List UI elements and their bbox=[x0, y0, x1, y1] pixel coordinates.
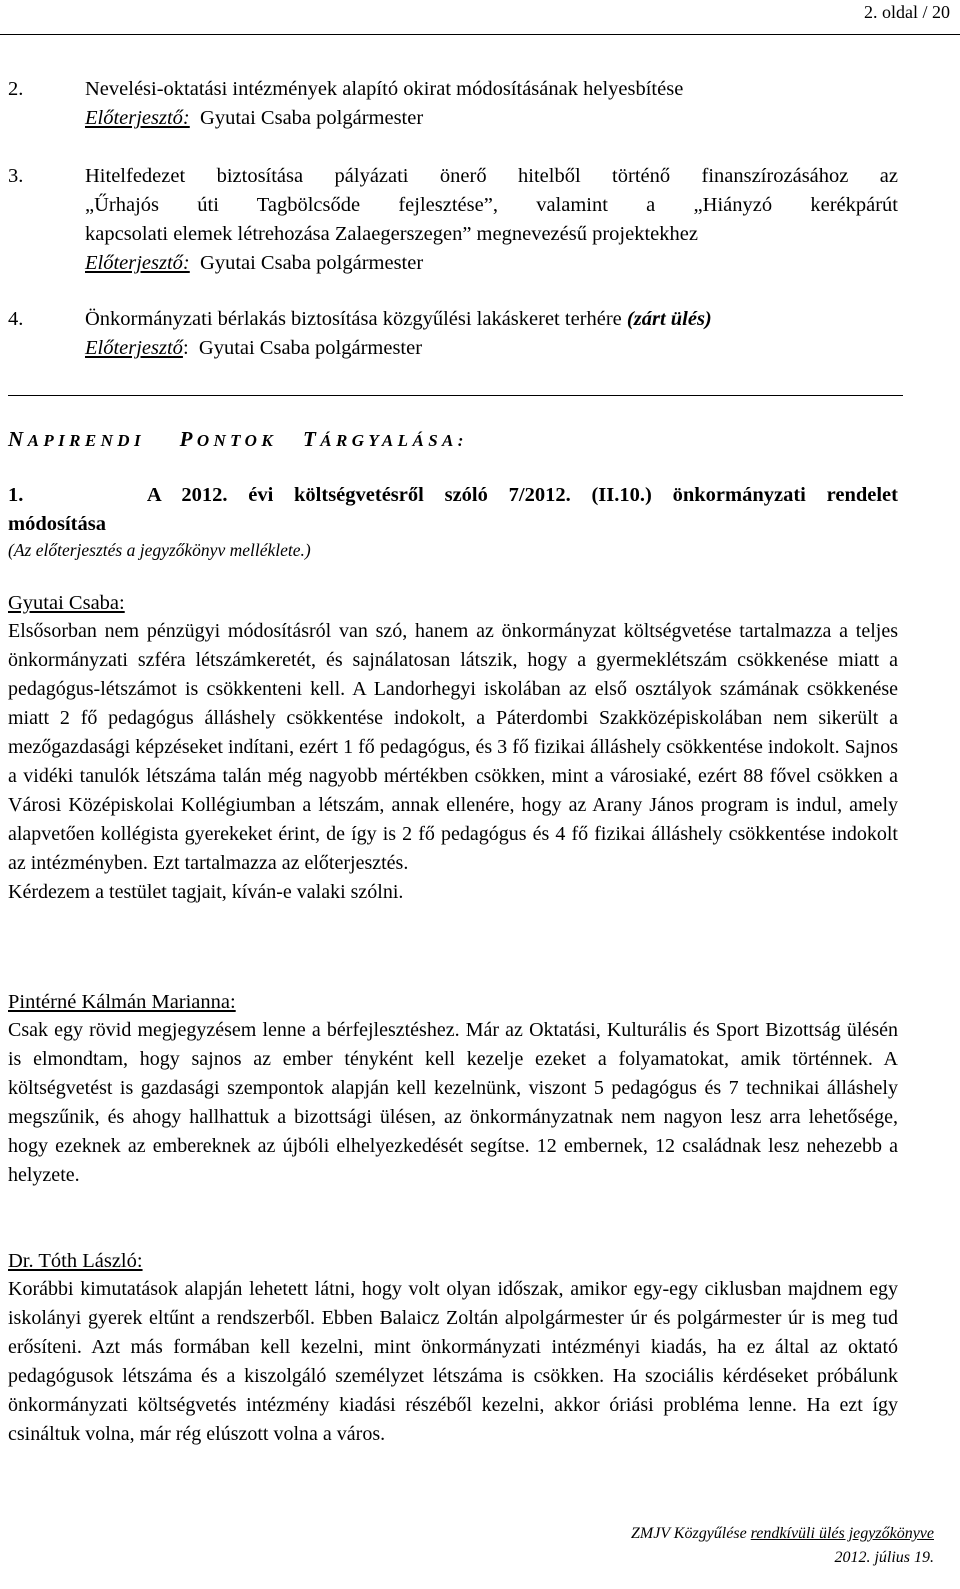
agenda-item-presenter bbox=[85, 104, 898, 133]
section-heading bbox=[8, 427, 468, 452]
speaker-name: Pintérné Kálmán Marianna: bbox=[8, 991, 236, 1013]
presenter-name: Gyutai Csaba polgármester bbox=[200, 252, 424, 274]
footer-prefix: ZMJV Közgyűlése bbox=[630, 1525, 751, 1542]
agenda-item-title-line: Hitelfedezet biztosítása pályázati önerő hitelből történő finanszírozásához az bbox=[85, 165, 898, 187]
presenter-colon: : bbox=[182, 337, 189, 359]
section-heading-word: APIRENDI bbox=[27, 431, 145, 450]
topic-number: 1. bbox=[8, 484, 24, 506]
footer-date: 2012. július 19. bbox=[834, 1549, 934, 1566]
agenda-item-presenter bbox=[85, 334, 898, 363]
footer-title bbox=[631, 1525, 934, 1543]
speaker-name: Dr. Tóth László: bbox=[8, 1250, 143, 1272]
topic-note: (Az előterjesztés a jegyzőkönyv melléklete.) bbox=[8, 540, 311, 560]
header-rule bbox=[0, 34, 960, 35]
presenter-label: Előterjesztő bbox=[85, 337, 183, 359]
agenda-item-title-line: kapcsolati elemek létrehozása Zalaegerszegen” megnevezésű projektekhez bbox=[85, 223, 698, 245]
topic-title-line2: módosítása bbox=[8, 513, 106, 535]
section-heading-initial: T bbox=[303, 427, 321, 451]
presenter-name: Gyutai Csaba polgármester bbox=[200, 107, 424, 129]
speaker-name: Gyutai Csaba: bbox=[8, 592, 125, 614]
topic-title-text: A 2012. évi költségvetésről szóló 7/2012. (II.10.) önkormányzati rendelet bbox=[146, 484, 898, 506]
presenter-label: Előterjesztő: bbox=[85, 252, 190, 274]
speech-text: Csak egy rövid megjegyzésem lenne a bérfejlesztéshez. Már az Oktatási, Kulturális és Sport Bizottság ülésén is elmondtam, hogy sajnos az ember tényként kell kezelje ezeket a folyamatokat, amik történnek. A költségvetést is gazdasági szempontok alapján kell kezelnünk, viszont 5 pedagógus és 7 technikai álláshely megszűnik, és ahogy hallhattuk a bizottsági ülésen, az önkormányzatnak nem nagyon lesz arra lehetősége, hogy ezeknek az embereknek az újbóli elhelyezkedését segítse. 12 embernek, 12 családnak lesz nehezebb a helyzete. bbox=[8, 1019, 898, 1186]
section-separator bbox=[8, 395, 903, 396]
agenda-item-2 bbox=[8, 75, 898, 133]
closed-session-note: (zárt ülés) bbox=[626, 308, 712, 330]
section-heading-initial: P bbox=[179, 427, 197, 451]
agenda-item-presenter bbox=[85, 249, 898, 278]
speech-text bbox=[8, 617, 898, 907]
agenda-item-title bbox=[85, 305, 898, 334]
agenda-item-number: 4. bbox=[8, 308, 24, 330]
section-heading-word: ÁRGYALÁSA: bbox=[320, 431, 468, 450]
topic-title bbox=[8, 481, 898, 510]
agenda-item-title-text: Önkormányzati bérlakás biztosítása közgyűlési lakáskeret terhére bbox=[85, 308, 622, 330]
speech-paragraph: Kérdezem a testület tagjait, kíván-e valaki szólni. bbox=[8, 881, 404, 903]
footer-meeting: rendkívüli ülés jegyzőkönyve bbox=[750, 1525, 934, 1542]
presenter-name: Gyutai Csaba polgármester bbox=[198, 337, 423, 359]
presenter-label: Előterjesztő: bbox=[85, 107, 190, 129]
page-number: 2. oldal / 20 bbox=[864, 2, 950, 22]
section-heading-initial: N bbox=[8, 427, 28, 451]
agenda-item-3 bbox=[8, 162, 898, 278]
agenda-item-4 bbox=[8, 305, 898, 363]
section-heading-word: ONTOK bbox=[196, 431, 278, 450]
agenda-item-number: 2. bbox=[8, 78, 24, 100]
speech-paragraph: Elsősorban nem pénzügyi módosításról van szó, hanem az önkormányzat költségvetése tartalmazza a teljes önkormányzati szféra létszámkeretét, és sajnálatosan látszik, hogy a gyermeklétszám csökkenése miatt a pedagógus-létszámot is csökkenteni kell. A Landorhegyi iskolában az első osztályok számának csökkenése miatt 2 fő pedagógus álláshely csökkentése indokolt, a Páterdombi Szakközépiskolában nem sikerült a mezőgazdasági képzéseket indítani, ezért 1 fő pedagógus, és 3 fő fizikai álláshely csökkentése indokolt. Sajnos a vidéki tanulók létszáma talán még nagyobb mértékben csökken, mint a városiaké, ezért 88 fővel csökken a Városi Középiskolai Kollégiumban a létszám, annak ellenére, hogy az Arany János program is indul, amely alapvetően kollégista gyerekeket érint, de így is 2 fő pedagógus és 4 fő fizikai álláshely csökkentése indokolt az intézményben. Ezt tartalmazza az előterjesztés. bbox=[8, 620, 898, 874]
agenda-item-number: 3. bbox=[8, 165, 24, 187]
agenda-item-title: Nevelési-oktatási intézmények alapító okirat módosításának helyesbítése bbox=[85, 78, 684, 100]
speech-text: Korábbi kimutatások alapján lehetett látni, hogy volt olyan időszak, amikor egy-egy ciklusban majdnem egy iskolányi gyerek eltűnt a rendszerből. Ebben Balaicz Zoltán alpolgármester úr és polgármester úr is meg tud erősíteni. Azt más formában kell kezelni, mint önkormányzati intézményi kiadás, ha ez által az oktató pedagógusok létszáma és a kiszolgáló személyzet létszáma is csökken. Ha szociális kérdéseket próbálunk önkormányzati költségvetés intézmény kiadási részéből kezelni, akkor óriási probléma lenne. Ha ezt így csináltuk volna, már rég elúszott volna a város. bbox=[8, 1278, 898, 1445]
agenda-item-title-line: „Űrhajós úti Tagbölcsőde fejlesztése”, valamint a „Hiányzó kerékpárút bbox=[85, 194, 898, 216]
